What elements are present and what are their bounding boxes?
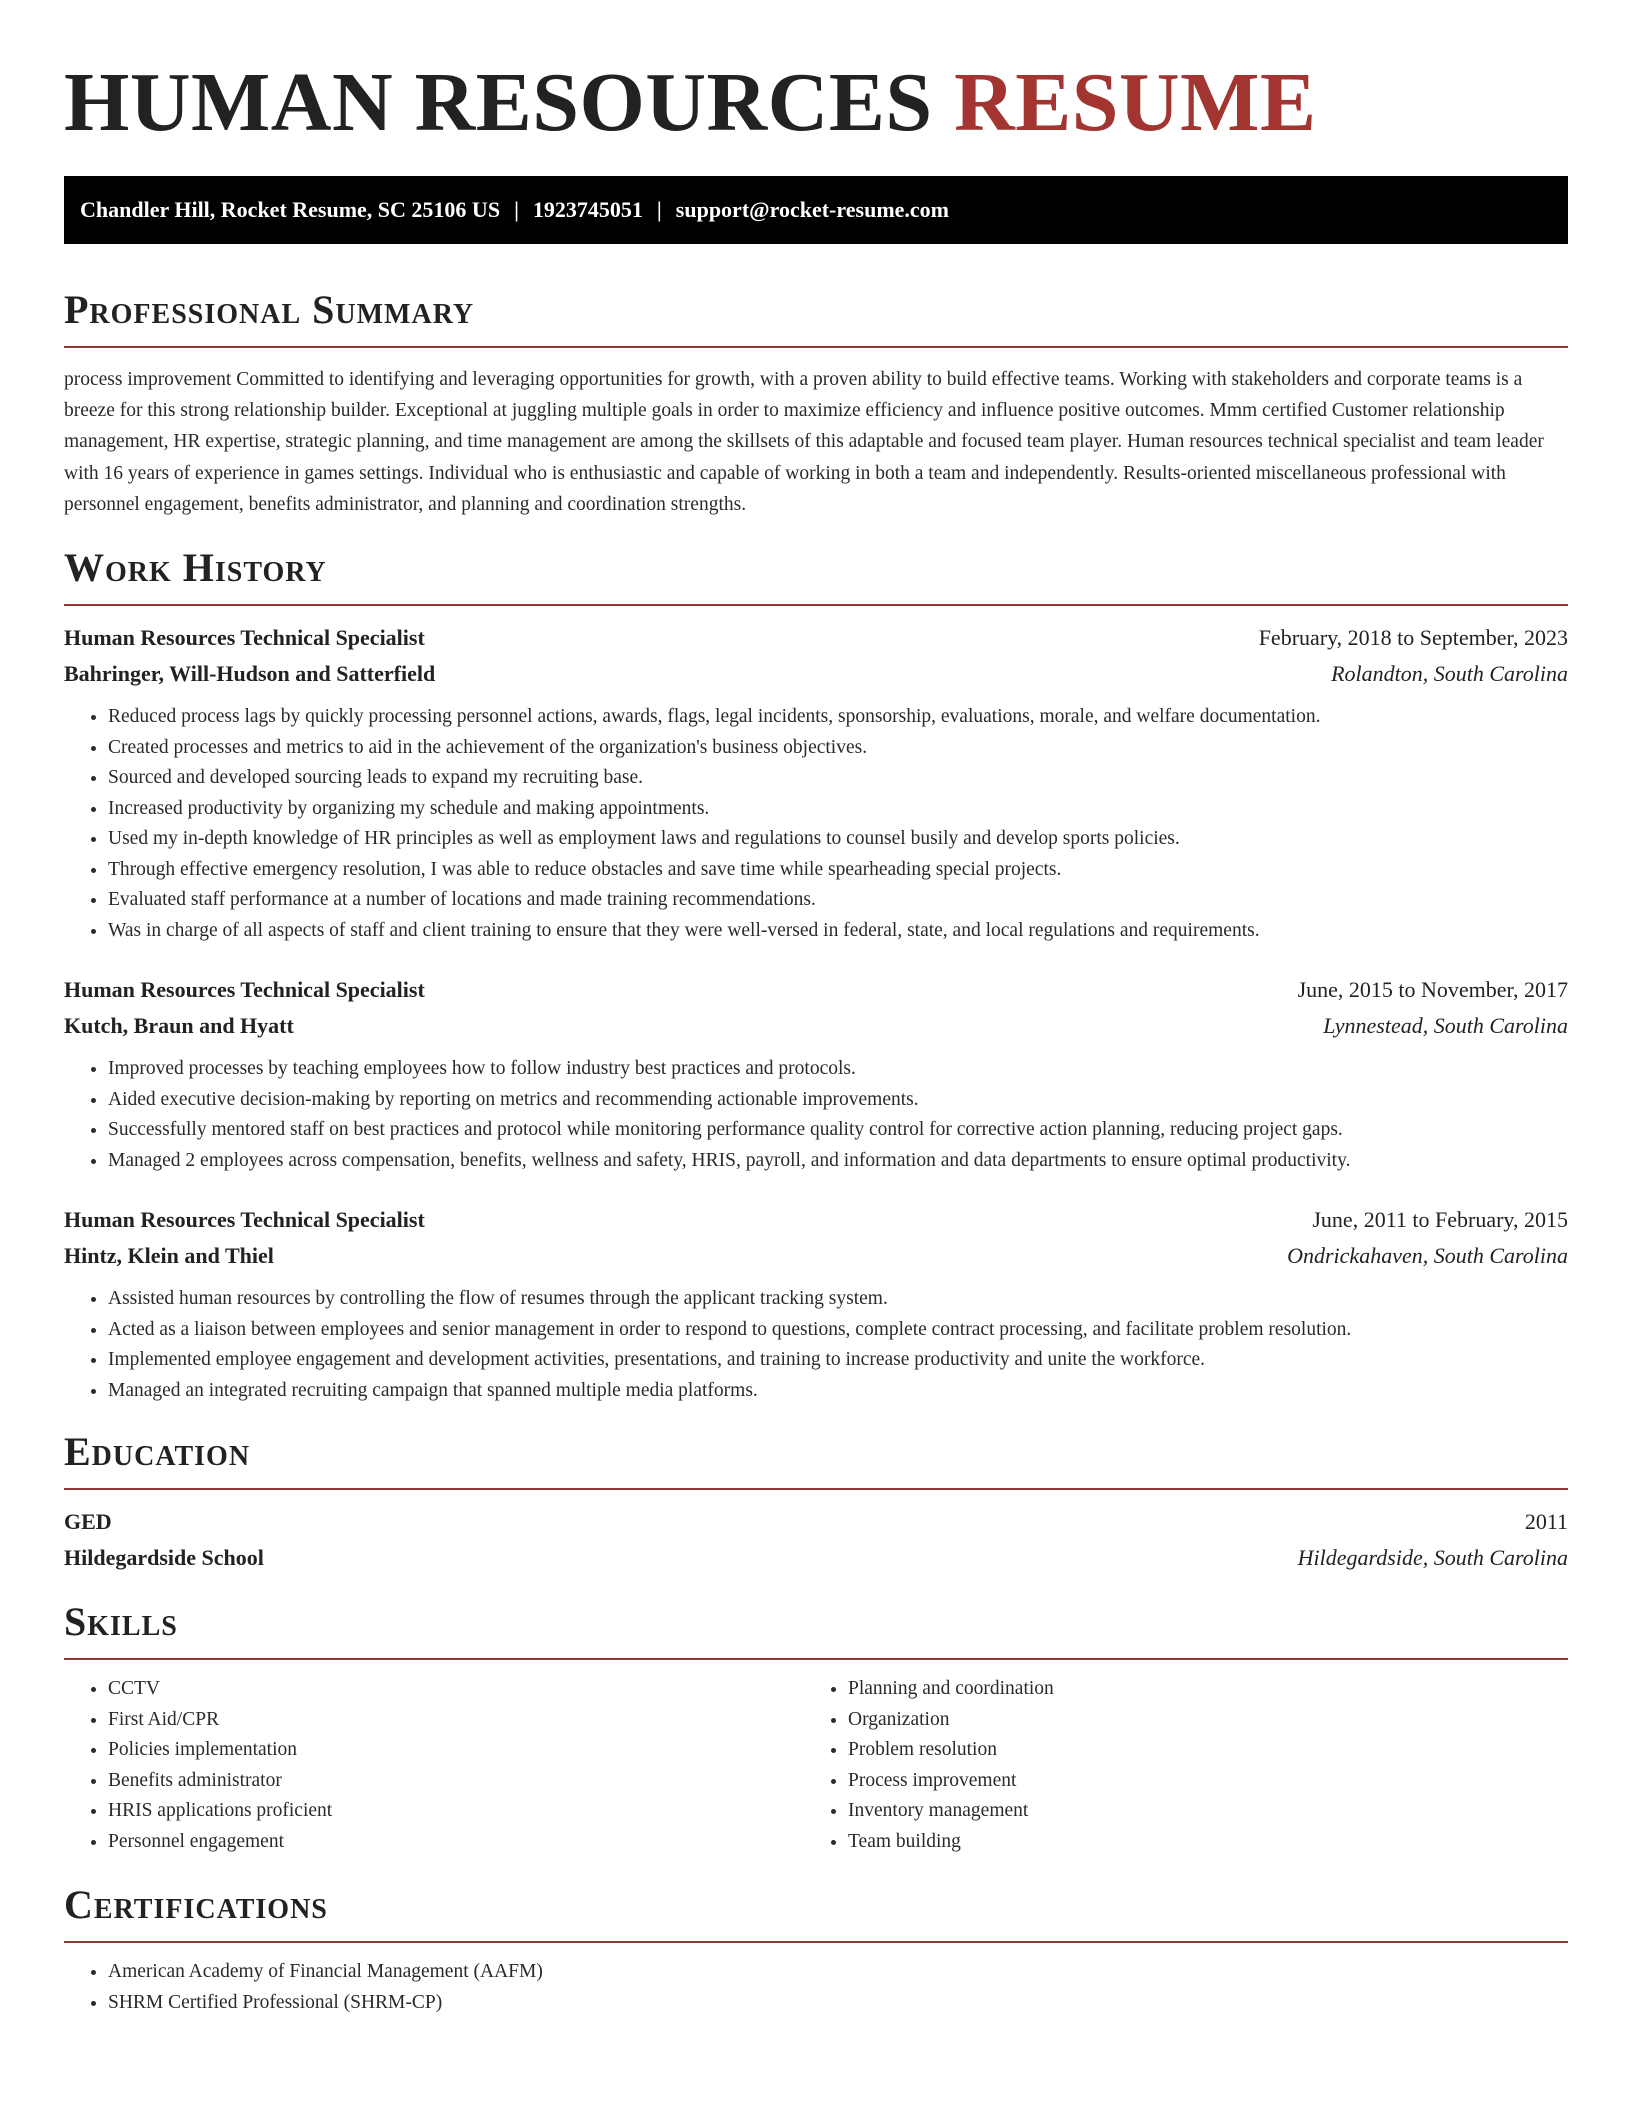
job-header-row (64, 620, 1568, 656)
list-item: • Managed an integrated recruiting campaign that spanned multiple media platforms. (108, 1376, 1568, 1407)
list-item: • Sourced and developed sourcing leads to expand my recruiting base. (108, 763, 1568, 794)
certification-item: • American Academy of Financial Management (AAFM) (108, 1957, 1568, 1988)
education-section (64, 1428, 1568, 1576)
title-accent: RESUME (954, 56, 1317, 149)
section-title-work-history: Work History (64, 545, 327, 591)
job-dates: June, 2015 to November, 2017 (1297, 977, 1568, 1003)
contact-email: support@rocket-resume.com (675, 197, 949, 222)
skills-section (64, 1598, 1568, 1857)
skill-item: • Personnel engagement (108, 1827, 804, 1858)
job-entry (64, 972, 1568, 1176)
list-item: • Evaluated staff performance at a number of locations and made training recommendations. (108, 885, 1568, 916)
skills-columns (64, 1674, 1568, 1857)
certifications-list (64, 1957, 1568, 2018)
contact-separator: | (656, 197, 662, 222)
work-history-section (64, 544, 1568, 1406)
list-item: • Was in charge of all aspects of staff and client training to ensure that they were well-versed in federal, state, and local regulations and requirements. (108, 916, 1568, 947)
job-title: Human Resources Technical Specialist (64, 977, 425, 1003)
education-entry (64, 1504, 1568, 1576)
certification-item: • SHRM Certified Professional (SHRM-CP) (108, 1988, 1568, 2019)
job-company-row (64, 1008, 1568, 1044)
section-divider (64, 604, 1568, 606)
skill-item: • Problem resolution (848, 1735, 1544, 1766)
education-header-row (64, 1504, 1568, 1540)
summary-section (64, 286, 1568, 520)
section-divider (64, 346, 1568, 348)
skill-item: • CCTV (108, 1674, 804, 1705)
job-company: Bahringer, Will-Hudson and Satterfield (64, 661, 436, 687)
list-item: • Assisted human resources by controlling the flow of resumes through the applicant tracking system. (108, 1284, 1568, 1315)
contact-separator: | (514, 197, 519, 222)
job-dates: February, 2018 to September, 2023 (1258, 625, 1568, 651)
job-bullets (64, 1054, 1568, 1176)
job-company: Kutch, Braun and Hyatt (64, 1013, 294, 1039)
list-item: • Used my in-depth knowledge of HR principles as well as employment laws and regulations to counsel busily and develop sports policies. (108, 824, 1568, 855)
skills-list-left (64, 1674, 804, 1857)
list-item: • Through effective emergency resolution, I was able to reduce obstacles and save time while spearheading special projects. (108, 855, 1568, 886)
section-divider (64, 1941, 1568, 1943)
skill-item: • Inventory management (848, 1796, 1544, 1827)
skill-item: • HRIS applications proficient (108, 1796, 804, 1827)
section-title-skills: Skills (64, 1599, 178, 1645)
title-main: HUMAN RESOURCES (64, 56, 933, 149)
list-item: • Successfully mentored staff on best practices and protocol while monitoring performance quality control for corrective action planning, reducing project gaps. (108, 1115, 1568, 1146)
job-location: Ondrickahaven, South Carolina (1287, 1243, 1568, 1269)
job-location: Lynnestead, South Carolina (1323, 1013, 1568, 1039)
job-entry (64, 1202, 1568, 1406)
section-title-summary: Professional Summary (64, 287, 475, 332)
skill-item: • Benefits administrator (108, 1766, 804, 1797)
skill-item: • Team building (848, 1827, 1544, 1858)
job-title: Human Resources Technical Specialist (64, 625, 425, 651)
job-header-row (64, 1202, 1568, 1238)
contact-bar (64, 176, 1568, 244)
list-item: • Improved processes by teaching employees how to follow industry best practices and protocols. (108, 1054, 1568, 1085)
job-header-row (64, 972, 1568, 1008)
job-location: Rolandton, South Carolina (1331, 661, 1568, 687)
list-item: • Created processes and metrics to aid in the achievement of the organization's business objectives. (108, 733, 1568, 764)
list-item: • Reduced process lags by quickly processing personnel actions, awards, flags, legal incidents, sponsorship, evaluations, morale, and welfare documentation. (108, 702, 1568, 733)
summary-text: process improvement Committed to identifying and leveraging opportunities for growth, with a proven ability to build effective teams. Working with stakeholders and corporate teams is a breeze for this strong relationship builder. Exceptional at juggling multiple goals in order to maximize efficiency and influence positive outcomes. Mmm certified Customer relationship management, HR expertise, strategic planning, and time management are among the skillsets of this adaptable and focused team player. Human resources technical specialist and team leader with 16 years of experience in games settings. Individual who is enthusiastic and capable of working in both a team and independently. Results-oriented miscellaneous professional with personnel engagement, benefits administrator, and planning and coordination strengths. (64, 369, 1544, 515)
skill-item: • Organization (848, 1705, 1544, 1736)
resume-page (64, 0, 1568, 2018)
job-title: Human Resources Technical Specialist (64, 1207, 425, 1233)
job-company-row (64, 656, 1568, 692)
list-item: • Managed 2 employees across compensation, benefits, wellness and safety, HRIS, payroll, and information and data departments to ensure optimal productivity. (108, 1146, 1568, 1177)
contact-phone: 1923745051 (532, 197, 643, 222)
list-item: • Implemented employee engagement and development activities, presentations, and training to increase productivity and unite the workforce. (108, 1345, 1568, 1376)
job-dates: June, 2011 to February, 2015 (1312, 1207, 1568, 1233)
skill-item: • First Aid/CPR (108, 1705, 804, 1736)
job-company: Hintz, Klein and Thiel (64, 1243, 274, 1269)
education-school: Hildegardside School (64, 1545, 264, 1571)
section-title-certifications: Certifications (64, 1882, 328, 1928)
section-divider (64, 1658, 1568, 1660)
skill-item: • Policies implementation (108, 1735, 804, 1766)
skill-item: • Planning and coordination (848, 1674, 1544, 1705)
skills-list-right (804, 1674, 1544, 1857)
education-year: 2011 (1524, 1509, 1568, 1535)
education-school-row (64, 1540, 1568, 1576)
job-bullets (64, 702, 1568, 946)
education-location: Hildegardside, South Carolina (1297, 1545, 1568, 1571)
resume-title (64, 0, 1568, 148)
certifications-section (64, 1881, 1568, 2018)
list-item: • Increased productivity by organizing my schedule and making appointments. (108, 794, 1568, 825)
contact-address: Chandler Hill, Rocket Resume, SC 25106 US (80, 197, 501, 222)
skill-item: • Process improvement (848, 1766, 1544, 1797)
education-degree: GED (64, 1509, 112, 1535)
job-company-row (64, 1238, 1568, 1274)
job-entry (64, 620, 1568, 946)
section-title-education: Education (64, 1429, 251, 1475)
job-bullets (64, 1284, 1568, 1406)
section-divider (64, 1488, 1568, 1490)
list-item: • Aided executive decision-making by reporting on metrics and recommending actionable improvements. (108, 1085, 1568, 1116)
list-item: • Acted as a liaison between employees and senior management in order to respond to questions, complete contract processing, and facilitate problem resolution. (108, 1315, 1568, 1346)
